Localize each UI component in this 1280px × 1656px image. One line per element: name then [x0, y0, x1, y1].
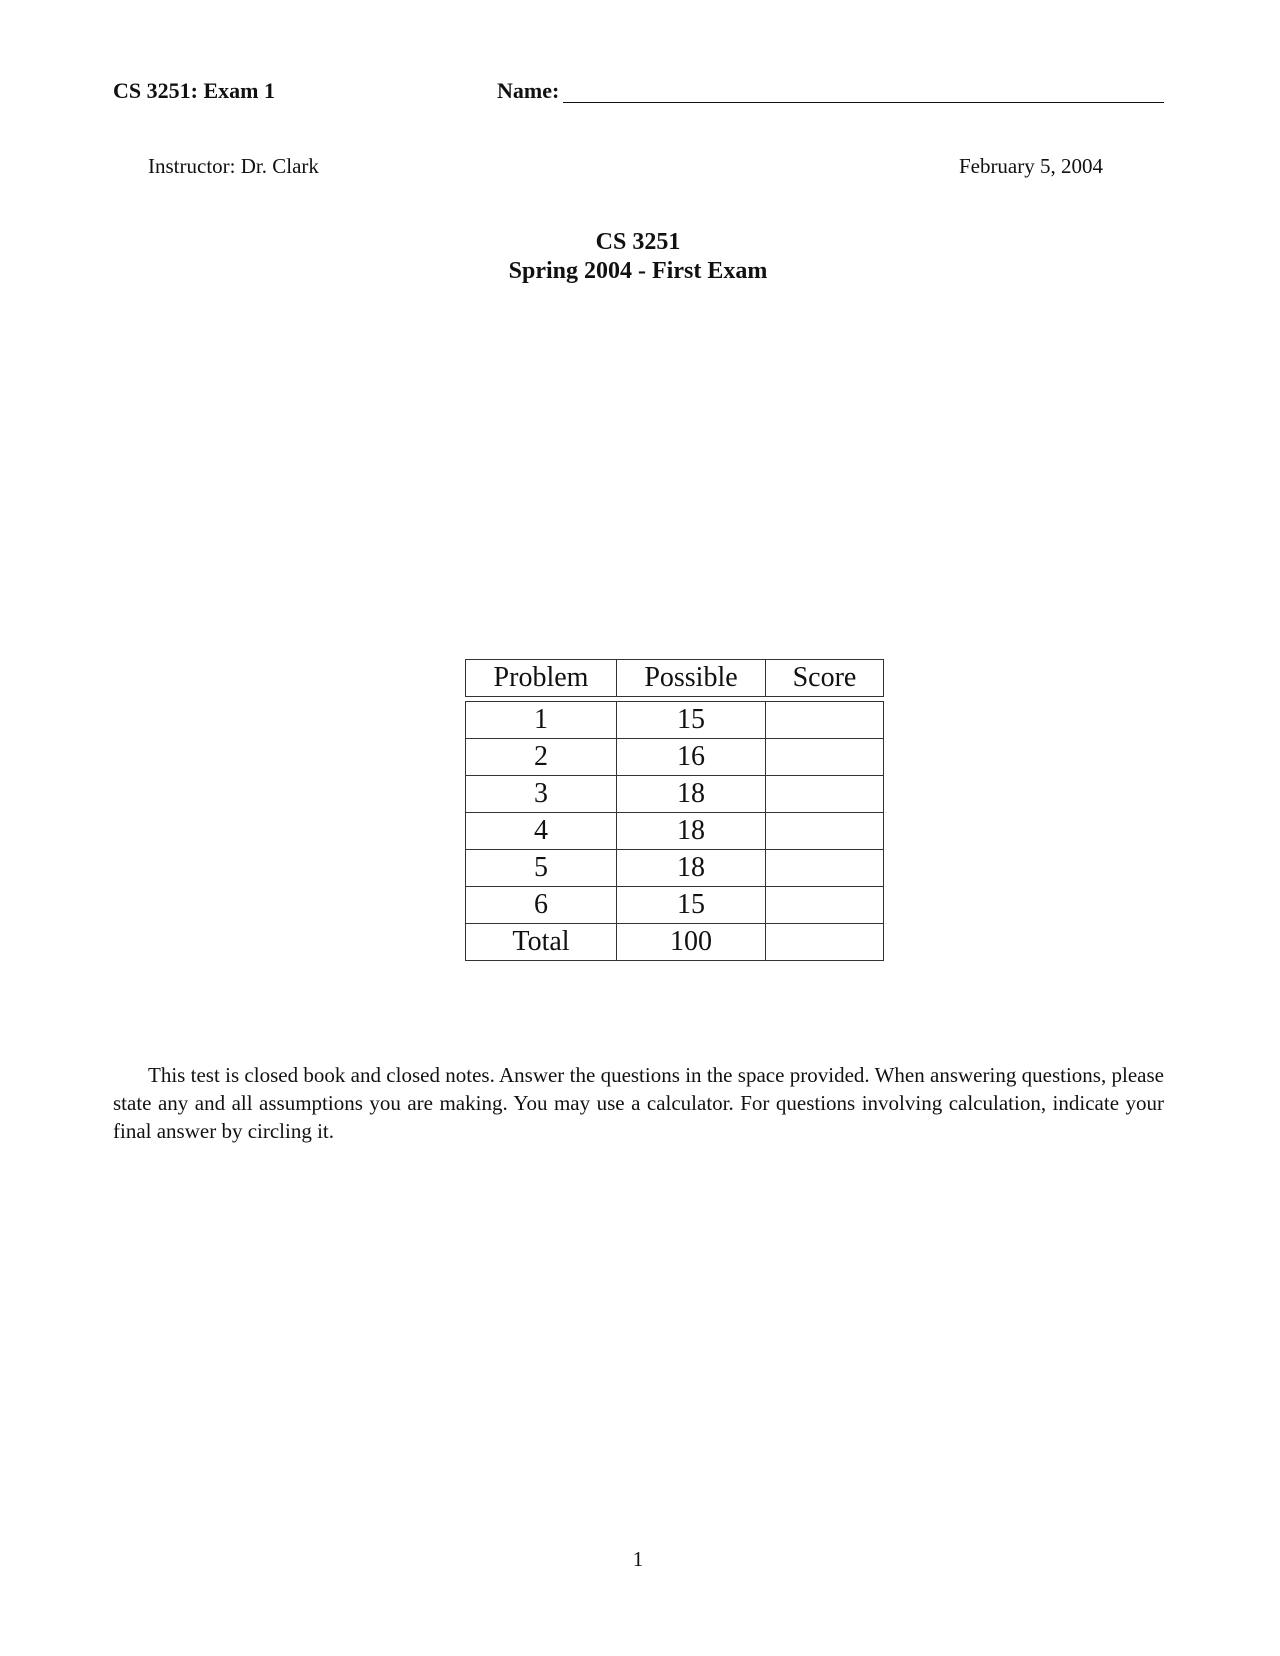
possible-cell: 100	[617, 924, 766, 961]
score-cell[interactable]	[766, 887, 884, 924]
score-cell[interactable]	[766, 776, 884, 813]
score-cell[interactable]	[766, 739, 884, 776]
table-row	[466, 887, 884, 924]
possible-cell: 18	[617, 813, 766, 850]
problem-cell: 3	[466, 776, 617, 813]
problem-cell: 2	[466, 739, 617, 776]
exam-title-course: CS 3251	[595, 229, 681, 255]
table-row	[466, 850, 884, 887]
score-cell[interactable]	[766, 813, 884, 850]
possible-cell: 15	[617, 702, 766, 739]
problem-cell: 1	[466, 702, 617, 739]
score-cell[interactable]	[766, 924, 884, 961]
score-cell[interactable]	[766, 850, 884, 887]
instructions-paragraph: This test is closed book and closed notes. Answer the questions in the space provided. When answering questions, please state any and all assumptions you are making. You may use a calculator. For questions involving calculation, indicate your final answer by circling it.	[113, 1063, 1164, 1143]
page-number: 1	[632, 1547, 644, 1571]
table-row	[466, 739, 884, 776]
table-row	[466, 813, 884, 850]
exam-date: February 5, 2004	[958, 154, 1103, 178]
header-possible: Possible	[617, 660, 766, 697]
table-row	[466, 702, 884, 739]
header-score: Score	[766, 660, 884, 697]
score-cell[interactable]	[766, 702, 884, 739]
name-label: Name:	[497, 78, 560, 103]
exam-title	[0, 228, 1276, 286]
table-row-total	[466, 924, 884, 961]
score-table	[465, 659, 884, 961]
exam-title-term: Spring 2004 - First Exam	[508, 258, 768, 284]
table-row	[466, 776, 884, 813]
exam-course-header: CS 3251: Exam 1	[113, 78, 275, 103]
possible-cell: 18	[617, 850, 766, 887]
instructor-text: Instructor: Dr. Clark	[148, 154, 319, 178]
problem-cell: 5	[466, 850, 617, 887]
possible-cell: 16	[617, 739, 766, 776]
possible-cell: 18	[617, 776, 766, 813]
problem-cell: 6	[466, 887, 617, 924]
problem-cell: Total	[466, 924, 617, 961]
name-field-line[interactable]	[563, 102, 1164, 103]
score-table-header-row	[466, 660, 884, 697]
problem-cell: 4	[466, 813, 617, 850]
header-problem: Problem	[466, 660, 617, 697]
possible-cell: 15	[617, 887, 766, 924]
